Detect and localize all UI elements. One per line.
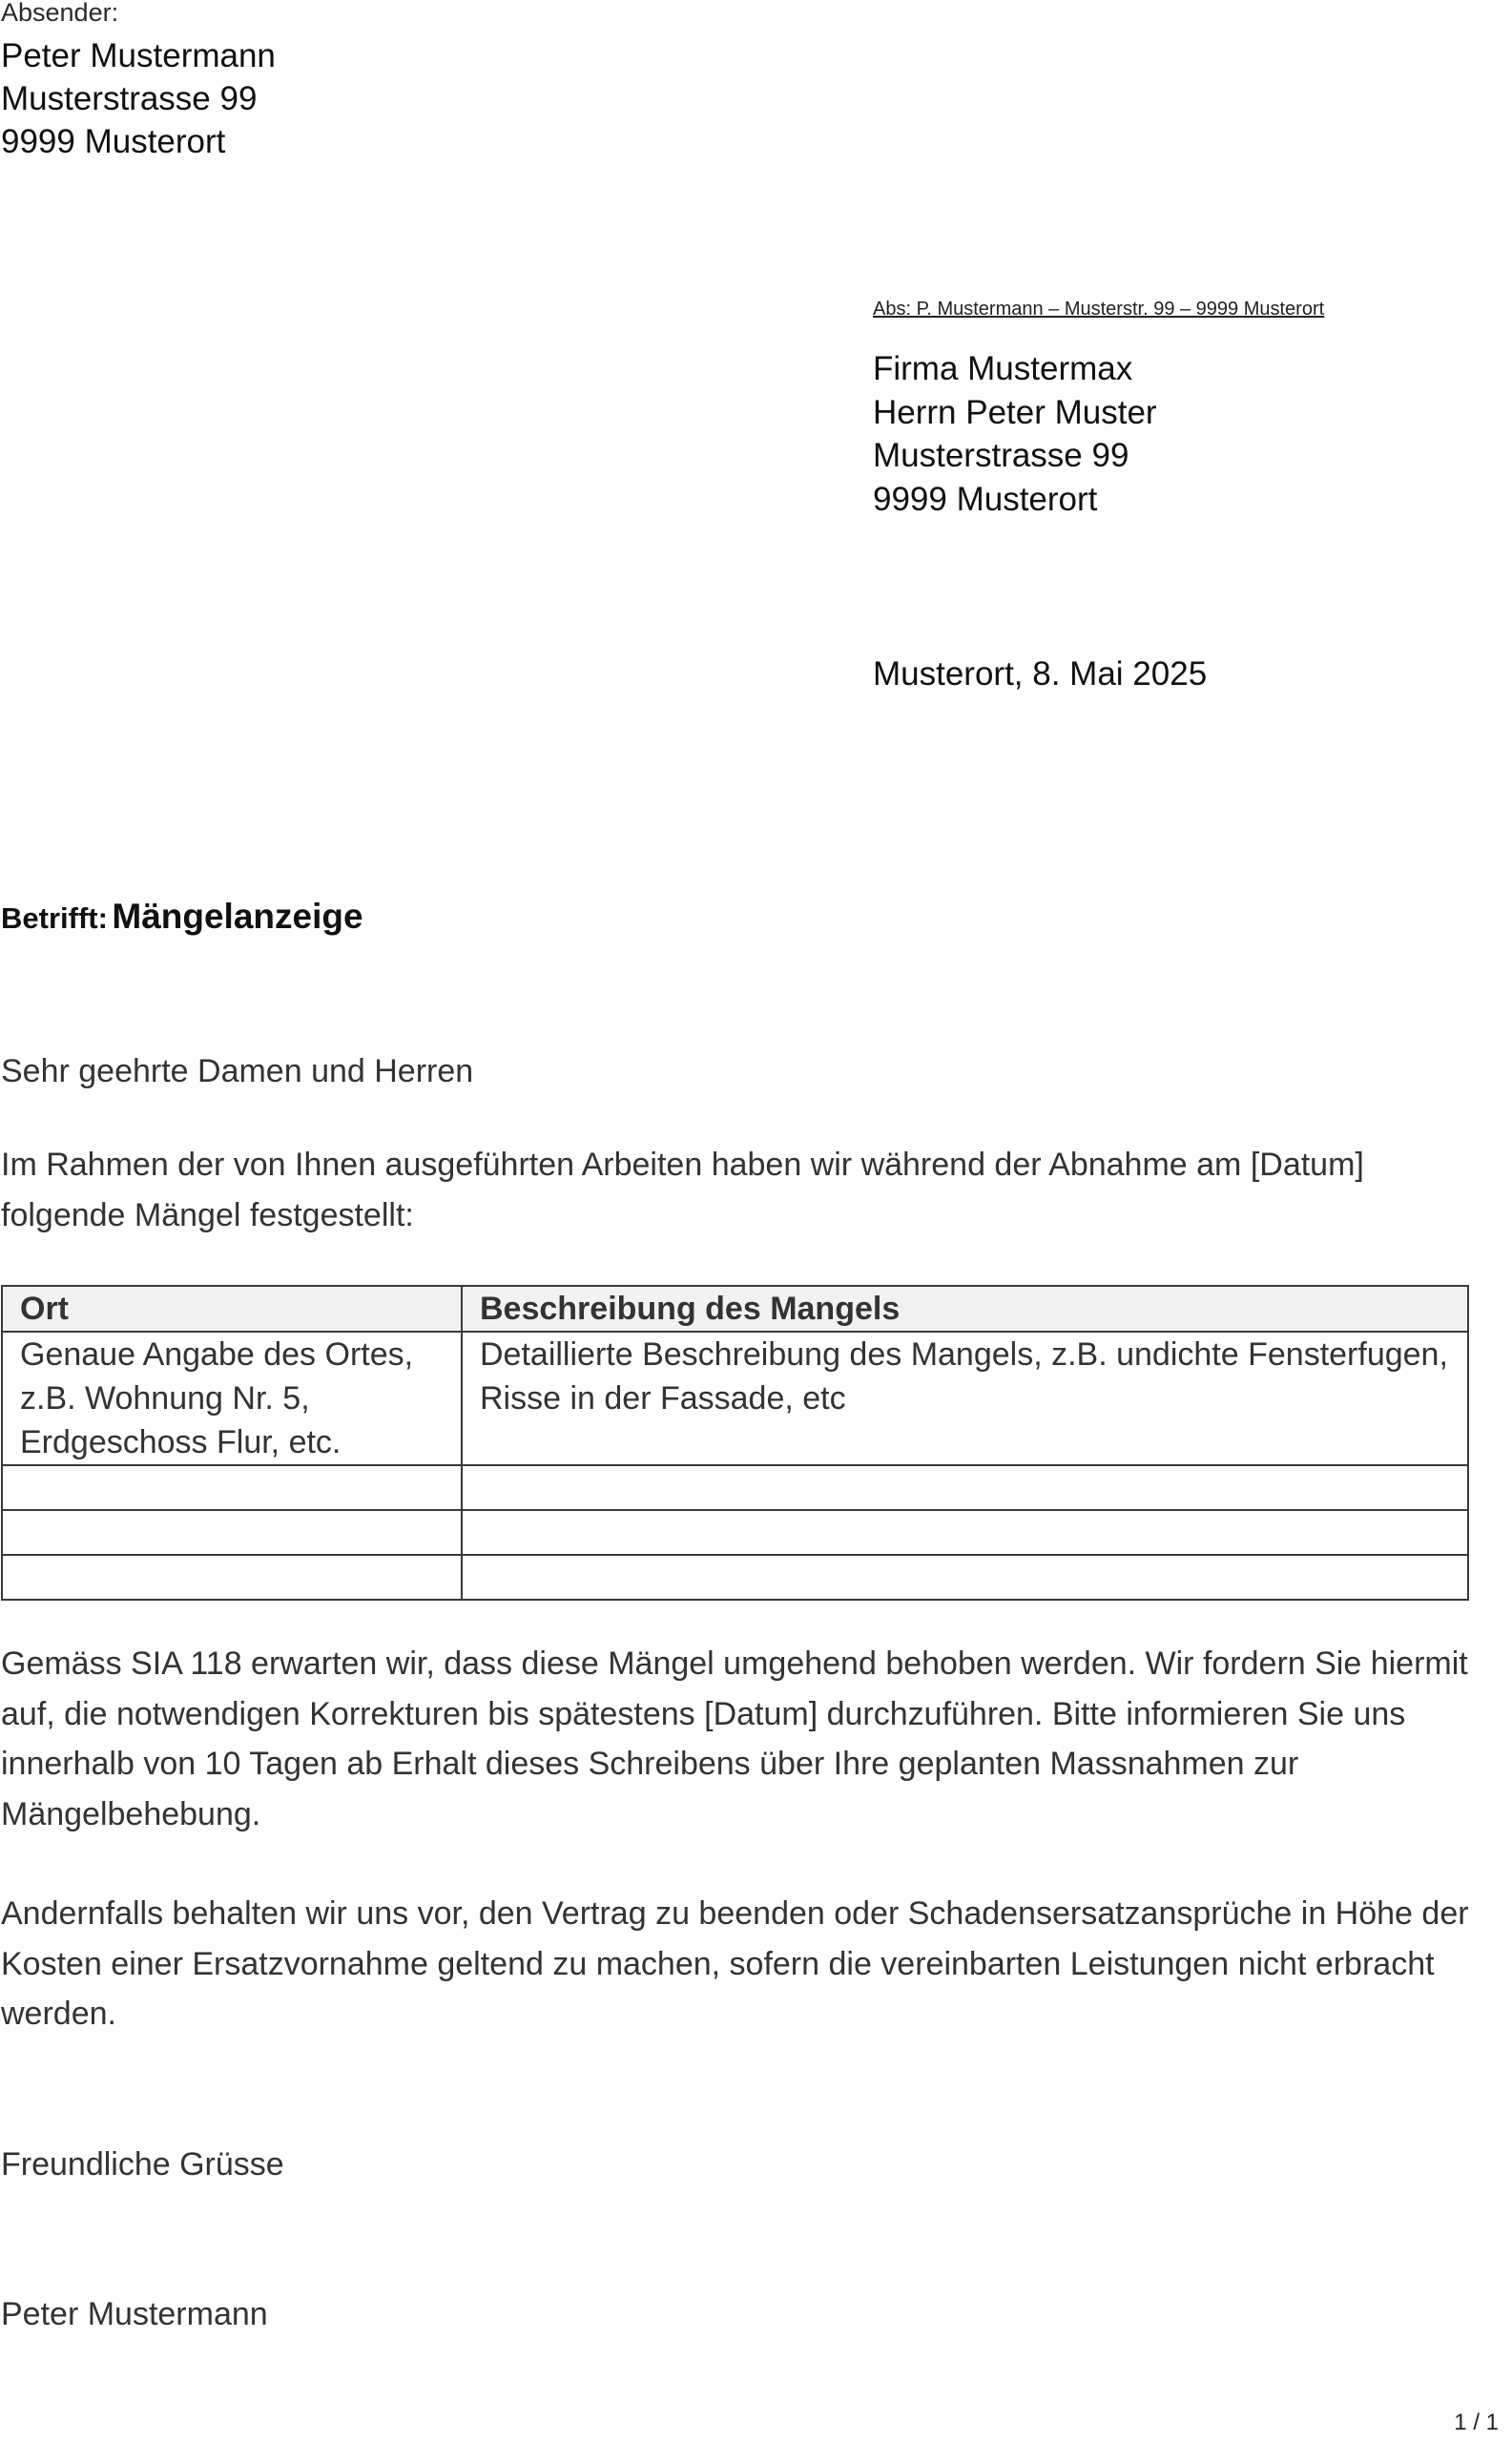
sender-name: Peter Mustermann — [1, 37, 276, 74]
recipient-address — [873, 347, 1157, 521]
table-row — [2, 1465, 1468, 1510]
table-cell-ort: Genaue Angabe des Ortes, z.B. Wohnung Nr. 5, Erdgeschoss Flur, etc. — [2, 1332, 462, 1465]
return-address-line: Abs: P. Mustermann – Musterstr. 99 – 9999 Musterort — [873, 299, 1325, 320]
recipient-company: Firma Mustermax — [873, 350, 1133, 387]
table-row — [2, 1555, 1468, 1600]
table-cell-beschreibung — [462, 1555, 1468, 1600]
defects-table — [1, 1285, 1469, 1601]
column-header-ort: Ort — [2, 1286, 462, 1332]
paragraph-deadline: Gemäss SIA 118 erwarten wir, dass diese Mängel umgehend behoben werden. Wir fordern Sie hiermit auf, die notwendigen Korrekturen bis spätestens [Datum] durchzuführen. Bitte informieren Sie uns innerhalb von 10 Tagen ab Erhalt dieses Schreibens über Ihre geplanten Massnahmen zur Mängelbehebung. — [1, 1645, 1468, 1832]
table-cell-ort — [2, 1510, 462, 1555]
sender-city: 9999 Musterort — [1, 123, 226, 160]
paragraph-consequences: Andernfalls behalten wir uns vor, den Vertrag zu beenden oder Schadensersatzansprüche in Höhe der Kosten einer Ersatzvornahme geltend zu machen, sofern die vereinbarten Leistungen nicht erbracht werden. — [1, 1895, 1469, 2032]
signature-name: Peter Mustermann — [1, 2296, 268, 2332]
closing: Freundliche Grüsse — [1, 2146, 284, 2183]
table-header-row — [2, 1286, 1468, 1332]
sender-label: Absender: — [1, 0, 119, 27]
recipient-city: 9999 Musterort — [873, 480, 1098, 518]
page-number: 1 / 1 — [1454, 2410, 1499, 2435]
subject-text: Mängelanzeige — [112, 897, 363, 936]
table-row — [2, 1332, 1468, 1465]
table-cell-beschreibung: Detaillierte Beschreibung des Mangels, z.B. undichte Fensterfugen, Risse in der Fassade, etc — [462, 1332, 1468, 1465]
table-cell-ort — [2, 1465, 462, 1510]
intro-paragraph: Im Rahmen der von Ihnen ausgeführten Arbeiten haben wir während der Abnahme am [Datum] folgende Mängel festgestellt: — [1, 1147, 1364, 1233]
table-cell-beschreibung — [462, 1465, 1468, 1510]
sender-address — [1, 34, 276, 163]
subject-label: Betrifft: — [1, 901, 108, 935]
sender-street: Musterstrasse 99 — [1, 80, 258, 117]
date-line: Musterort, 8. Mai 2025 — [873, 655, 1208, 693]
table-cell-ort — [2, 1555, 462, 1600]
recipient-person: Herrn Peter Muster — [873, 393, 1157, 431]
subject-line — [1, 897, 363, 937]
column-header-beschreibung: Beschreibung des Mangels — [462, 1286, 1468, 1332]
salutation: Sehr geehrte Damen und Herren — [1, 1053, 474, 1089]
recipient-street: Musterstrasse 99 — [873, 437, 1129, 474]
table-cell-beschreibung — [462, 1510, 1468, 1555]
table-row — [2, 1510, 1468, 1555]
